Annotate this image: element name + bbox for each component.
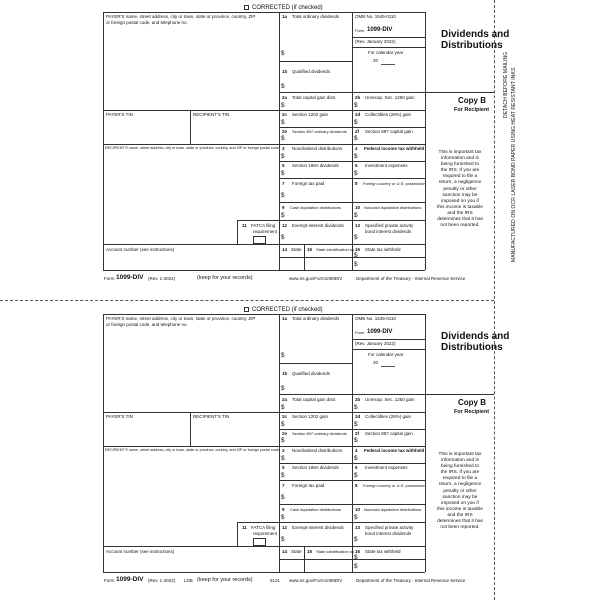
box-2f-label: Section 897 capital gain	[365, 129, 413, 134]
box-11-label: FATCA filing	[251, 525, 276, 530]
box-7-dollar: $	[281, 192, 285, 199]
note-line: return, a negligence	[438, 482, 482, 488]
box-2e-dollar: $	[281, 437, 285, 444]
footer-form-name: 1099-DIV	[116, 274, 144, 281]
tin-row-top	[103, 412, 425, 413]
box-8-num: 8	[355, 483, 358, 488]
box-2c-num: 2c	[282, 414, 288, 419]
note-line: being furnished to	[440, 464, 480, 470]
box-1b-num: 1b	[282, 69, 288, 74]
box-2c-dollar: $	[281, 119, 285, 126]
box-1b-label: Qualified dividends	[292, 371, 331, 376]
box-7-num: 7	[282, 181, 285, 186]
box-9-num: 9	[282, 205, 285, 210]
title-line-1: Dividends and	[441, 29, 510, 40]
box-16-dollar-1: $	[354, 554, 358, 561]
box-2d-label: Collectibles (28%) gain	[365, 112, 412, 117]
box-2a-label: Total capital gain distr.	[292, 397, 337, 402]
row-11-top	[237, 220, 425, 221]
box-6-num: 6	[355, 163, 358, 168]
account-number-label: Account number (see instructions)	[106, 247, 175, 252]
box-2a-num: 2a	[282, 95, 288, 100]
box-7-label: Foreign tax paid	[292, 181, 325, 186]
box-13-num: 13	[355, 525, 361, 530]
box-13-label: Specified private activity	[365, 223, 414, 228]
box-3-num: 3	[282, 448, 285, 453]
note-line: sanction may be	[442, 192, 478, 198]
box-6-dollar: $	[354, 472, 358, 479]
box-16-label: State tax withheld	[365, 549, 401, 554]
box-5-num: 5	[282, 163, 285, 168]
footer-form-name: 1099-DIV	[116, 576, 144, 583]
box-2d-label: Collectibles (28%) gain	[365, 414, 412, 419]
col-divider-1	[279, 12, 280, 270]
frame-left-line	[103, 314, 104, 572]
note-line: imposed on you if	[441, 198, 479, 204]
box-1a-num: 1a	[282, 316, 288, 321]
recipient-tin-label: RECIPIENT'S TIN	[193, 414, 230, 419]
state-row-divider	[279, 559, 425, 560]
box-2c-num: 2c	[282, 112, 288, 117]
frame-bottom-line	[103, 572, 425, 573]
box-9-dollar: $	[281, 514, 285, 521]
important-tax-note	[428, 452, 492, 531]
account-row-top	[103, 546, 425, 547]
box-2a-num: 2a	[282, 397, 288, 402]
box-13-label-2: bond interest dividends	[365, 229, 412, 234]
box-2d-num: 2d	[355, 414, 361, 419]
omb-divider-2	[352, 47, 425, 48]
footer-form-prefix: Form	[104, 578, 115, 583]
fatca-divider	[237, 522, 238, 546]
note-line: penalty or other	[443, 488, 477, 494]
box-9-num: 9	[282, 507, 285, 512]
box-2f-num: 2f	[355, 431, 360, 436]
box-2f-dollar: $	[354, 437, 358, 444]
year-prefix: 20	[373, 360, 379, 365]
box-6-label: Investment expenses	[365, 465, 408, 470]
box-1a-label: Total ordinary dividends	[292, 14, 340, 19]
box-2b-label: Unrecap. Sec. 1250 gain	[365, 397, 415, 402]
footer-department: Department of the Treasury - Internal Revenue Service	[356, 578, 466, 583]
row-2e-top	[279, 429, 425, 430]
box-3-label: Nondividend distributions	[292, 146, 343, 151]
box-2b-num: 2b	[355, 95, 361, 100]
revision: (Rev. January 2022)	[355, 341, 396, 346]
box-12-dollar: $	[281, 536, 285, 543]
box-5-label: Section 199A dividends	[292, 465, 339, 470]
col-divider-1	[279, 314, 280, 572]
note-line: being furnished to	[440, 162, 480, 168]
corrected-checkbox[interactable]	[244, 5, 249, 10]
box-5-dollar: $	[281, 472, 285, 479]
payer-name-label-2: or foreign postal code, and telephone no.	[106, 20, 188, 25]
form-prefix: Form	[355, 330, 365, 335]
box-2b-dollar: $	[354, 102, 358, 109]
footer-extra: LDB	[184, 578, 193, 583]
form-name: 1099-DIV	[367, 329, 393, 335]
box-16-dollar-2: $	[354, 261, 358, 268]
box-11-num: 11	[242, 525, 247, 530]
revision: (Rev. January 2022)	[355, 39, 396, 44]
recipient-name-label: RECIPIENT'S name, street address, city or town, state or province, country, and ZIP or foreign postal code	[105, 448, 279, 452]
important-tax-note	[428, 150, 492, 229]
box-5-dollar: $	[281, 170, 285, 177]
box-2a-dollar: $	[281, 102, 285, 109]
box-15-num: 15	[307, 549, 313, 554]
form-prefix: Form	[355, 28, 365, 33]
footer-code: 5131	[270, 578, 281, 583]
box-12-label: Exempt-interest dividends	[292, 525, 344, 530]
tin-divider	[190, 110, 191, 144]
box-11-label-2: requirement	[253, 531, 278, 536]
fatca-checkbox[interactable]	[253, 538, 266, 546]
box-2e-dollar: $	[281, 135, 285, 142]
box-4-num: 4	[355, 146, 358, 151]
note-line: determines that it has	[437, 217, 483, 223]
box-10-dollar: $	[354, 514, 358, 521]
box-6-num: 6	[355, 465, 358, 470]
corrected-checkbox[interactable]	[244, 307, 249, 312]
fatca-checkbox[interactable]	[253, 236, 266, 244]
state-row-divider	[279, 257, 425, 258]
copy-label: Copy B	[458, 96, 486, 105]
box-13-dollar: $	[354, 536, 358, 543]
note-line: and the IRS	[447, 512, 473, 518]
box-1b-dollar: $	[281, 385, 285, 392]
box-1b-dollar: $	[281, 83, 285, 90]
footer-keep: (keep for your records)	[197, 577, 253, 583]
box-3-label: Nondividend distributions	[292, 448, 343, 453]
recipient-tin-label: RECIPIENT'S TIN	[193, 112, 230, 117]
box-4-label: Federal income tax withheld	[364, 146, 425, 151]
box-2f-dollar: $	[354, 135, 358, 142]
box-2d-dollar: $	[354, 119, 358, 126]
col-divider-3	[425, 314, 426, 572]
box-14-num: 14	[282, 247, 288, 252]
frame-top-line	[103, 12, 425, 13]
box-15-num: 15	[307, 247, 313, 252]
note-line: required to file a	[442, 174, 478, 180]
box-1a-num: 1a	[282, 14, 288, 19]
note-line: this income is taxable	[437, 506, 483, 512]
note-line: not been reported.	[440, 223, 480, 229]
box-7-num: 7	[282, 483, 285, 488]
box-16-num: 16	[355, 247, 361, 252]
box-13-num: 13	[355, 223, 361, 228]
row-9-top	[279, 504, 425, 505]
box-15-label: State identification no.	[316, 247, 356, 252]
box-15-label: State identification no.	[316, 549, 356, 554]
box-1a-bottom	[279, 363, 352, 364]
box-1b-label: Qualified dividends	[292, 69, 331, 74]
footer-url: www.irs.gov/Form1099DIV	[289, 578, 343, 583]
form-1099-div-copy-1	[0, 0, 600, 300]
box-6-dollar: $	[354, 170, 358, 177]
box-10-label: Noncash liquidation distributions	[364, 507, 422, 512]
box-2e-label: Section 897 ordinary dividends	[292, 129, 347, 134]
box-14-label: State	[291, 247, 302, 252]
box-8-label: Foreign country or U.S. possession	[363, 483, 426, 488]
year-entry-line[interactable]	[381, 64, 395, 65]
footer-revision: (Rev. 1-2022)	[148, 578, 176, 583]
row-11-top	[237, 522, 425, 523]
box-16-label: State tax withheld	[365, 247, 401, 252]
recipient-row-top	[103, 446, 425, 447]
horizontal-perforation	[0, 300, 494, 301]
box-2d-dollar: $	[354, 421, 358, 428]
note-line: and the IRS	[447, 210, 473, 216]
box-10-dollar: $	[354, 212, 358, 219]
for-recipient: For Recipient	[454, 107, 490, 113]
box-2e-num: 2e	[282, 129, 288, 134]
row-7-top	[279, 480, 425, 481]
box-12-dollar: $	[281, 234, 285, 241]
footer-keep: (keep for your records)	[197, 275, 253, 281]
box-12-num: 12	[282, 223, 288, 228]
row-2a-top	[279, 394, 425, 395]
box-1a-dollar: $	[281, 50, 285, 57]
recipient-row-top	[103, 144, 425, 145]
side-text-manufactured: MANUFACTURED ON OCR LASER BOND PAPER USING HEAT RESISTANT INKS	[511, 67, 517, 262]
box-9-label: Cash liquidation distributions	[290, 205, 341, 210]
box-3-dollar: $	[281, 153, 285, 160]
note-line: return, a negligence	[438, 180, 482, 186]
box-5-label: Section 199A dividends	[292, 163, 339, 168]
copy-block-top	[425, 92, 494, 93]
row-9-top	[279, 202, 425, 203]
footer-form-prefix: Form	[104, 276, 115, 281]
omb-number: OMB No. 1545-0110	[355, 316, 396, 321]
footer-url: www.irs.gov/Form1099DIV	[289, 276, 343, 281]
row-5-top	[279, 161, 425, 162]
footer-department: Department of the Treasury - Internal Revenue Service	[356, 276, 466, 281]
box-8-num: 8	[355, 181, 358, 186]
box-2b-num: 2b	[355, 397, 361, 402]
row-7-top	[279, 178, 425, 179]
copy-label: Copy B	[458, 398, 486, 407]
box-1a-bottom	[279, 61, 352, 62]
calendar-year-label: For calendar year	[368, 352, 404, 357]
box-2e-label: Section 897 ordinary dividends	[292, 431, 347, 436]
row-5-top	[279, 463, 425, 464]
box-3-dollar: $	[281, 455, 285, 462]
side-text-detach: DETACH BEFORE MAILING	[503, 51, 509, 118]
tin-row-top	[103, 110, 425, 111]
note-line: required to file a	[442, 476, 478, 482]
box-12-num: 12	[282, 525, 288, 530]
omb-divider-1	[352, 37, 425, 38]
box-2e-num: 2e	[282, 431, 288, 436]
box-13-label: Specified private activity	[365, 525, 414, 530]
frame-top-line	[103, 314, 425, 315]
box-8-label: Foreign country or U.S. possession	[363, 181, 426, 186]
box-16-num: 16	[355, 549, 361, 554]
account-row-top	[103, 244, 425, 245]
box-16-dollar-2: $	[354, 563, 358, 570]
payer-name-label-2: or foreign postal code, and telephone no.	[106, 322, 188, 327]
box-4-label: Federal income tax withheld	[364, 448, 425, 453]
omb-number: OMB No. 1545-0110	[355, 14, 396, 19]
box-11-label-2: requirement	[253, 229, 278, 234]
frame-left-line	[103, 12, 104, 270]
box-13-dollar: $	[354, 234, 358, 241]
col-divider-3	[425, 12, 426, 270]
box-3-num: 3	[282, 146, 285, 151]
box-10-label: Noncash liquidation distributions	[364, 205, 422, 210]
footer-revision: (Rev. 1-2022)	[148, 276, 176, 281]
fatca-divider	[237, 220, 238, 244]
box-2b-dollar: $	[354, 404, 358, 411]
box-2f-num: 2f	[355, 129, 360, 134]
payer-name-label: PAYER'S name, street address, city or town, state or province, country, ZIP	[106, 14, 256, 19]
box-2a-label: Total capital gain distr.	[292, 95, 337, 100]
row-2e-top	[279, 127, 425, 128]
box-2f-label: Section 897 capital gain	[365, 431, 413, 436]
note-line: information and is	[441, 458, 479, 464]
note-line: This is important tax	[438, 150, 482, 155]
box-14-num: 14	[282, 549, 288, 554]
payer-tin-label: PAYER'S TIN	[106, 112, 133, 117]
calendar-year-label: For calendar year	[368, 50, 404, 55]
corrected-label: CORRECTED (if checked)	[252, 5, 323, 11]
note-line: information and is	[441, 156, 479, 162]
note-line: sanction may be	[442, 494, 478, 500]
account-number-label: Account number (see instructions)	[106, 549, 175, 554]
box-2a-dollar: $	[281, 404, 285, 411]
row-2a-top	[279, 92, 425, 93]
box-9-label: Cash liquidation distributions	[290, 507, 341, 512]
note-line: This is important tax	[438, 452, 482, 457]
col-divider-2	[352, 314, 353, 572]
box-2c-label: Section 1202 gain	[292, 112, 329, 117]
box-6-label: Investment expenses	[365, 163, 408, 168]
note-line: the IRS. If you are	[440, 168, 480, 174]
box-10-num: 10	[355, 205, 361, 210]
year-prefix: 20	[373, 58, 379, 63]
note-line: the IRS. If you are	[440, 470, 480, 476]
title-line-1: Dividends and	[441, 331, 510, 342]
box-1b-num: 1b	[282, 371, 288, 376]
omb-divider-1	[352, 339, 425, 340]
box-2c-dollar: $	[281, 421, 285, 428]
tin-divider	[190, 412, 191, 446]
form-1099-div-copy-2	[0, 302, 600, 602]
box-14-label: State	[291, 549, 302, 554]
frame-bottom-line	[103, 270, 425, 271]
box-1a-label: Total ordinary dividends	[292, 316, 340, 321]
box-2c-label: Section 1202 gain	[292, 414, 329, 419]
for-recipient: For Recipient	[454, 409, 490, 415]
box-5-num: 5	[282, 465, 285, 470]
omb-divider-2	[352, 349, 425, 350]
title-line-2: Distributions	[441, 40, 503, 51]
box-7-label: Foreign tax paid	[292, 483, 325, 488]
box-11-label: FATCA filing	[251, 223, 276, 228]
box-12-label: Exempt-interest dividends	[292, 223, 344, 228]
note-line: determines that it has	[437, 519, 483, 525]
box-1a-dollar: $	[281, 352, 285, 359]
box-11-num: 11	[242, 223, 247, 228]
recipient-name-label: RECIPIENT'S name, street address, city or town, state or province, country, and ZIP or foreign postal code	[105, 146, 279, 150]
box-13-label-2: bond interest dividends	[365, 531, 412, 536]
box-2d-num: 2d	[355, 112, 361, 117]
box-9-dollar: $	[281, 212, 285, 219]
year-entry-line[interactable]	[381, 366, 395, 367]
note-line: imposed on you if	[441, 500, 479, 506]
note-line: not been reported.	[440, 525, 480, 531]
col-divider-2	[352, 12, 353, 270]
payer-name-label: PAYER'S name, street address, city or town, state or province, country, ZIP	[106, 316, 256, 321]
box-16-dollar-1: $	[354, 252, 358, 259]
note-line: penalty or other	[443, 186, 477, 192]
box-4-dollar: $	[354, 153, 358, 160]
corrected-label: CORRECTED (if checked)	[252, 307, 323, 313]
note-line: this income is taxable	[437, 204, 483, 210]
box-2b-label: Unrecap. Sec. 1250 gain	[365, 95, 415, 100]
box-4-dollar: $	[354, 455, 358, 462]
copy-block-top	[425, 394, 494, 395]
box-10-num: 10	[355, 507, 361, 512]
box-7-dollar: $	[281, 494, 285, 501]
title-line-2: Distributions	[441, 342, 503, 353]
payer-tin-label: PAYER'S TIN	[106, 414, 133, 419]
form-name: 1099-DIV	[367, 27, 393, 33]
box-4-num: 4	[355, 448, 358, 453]
